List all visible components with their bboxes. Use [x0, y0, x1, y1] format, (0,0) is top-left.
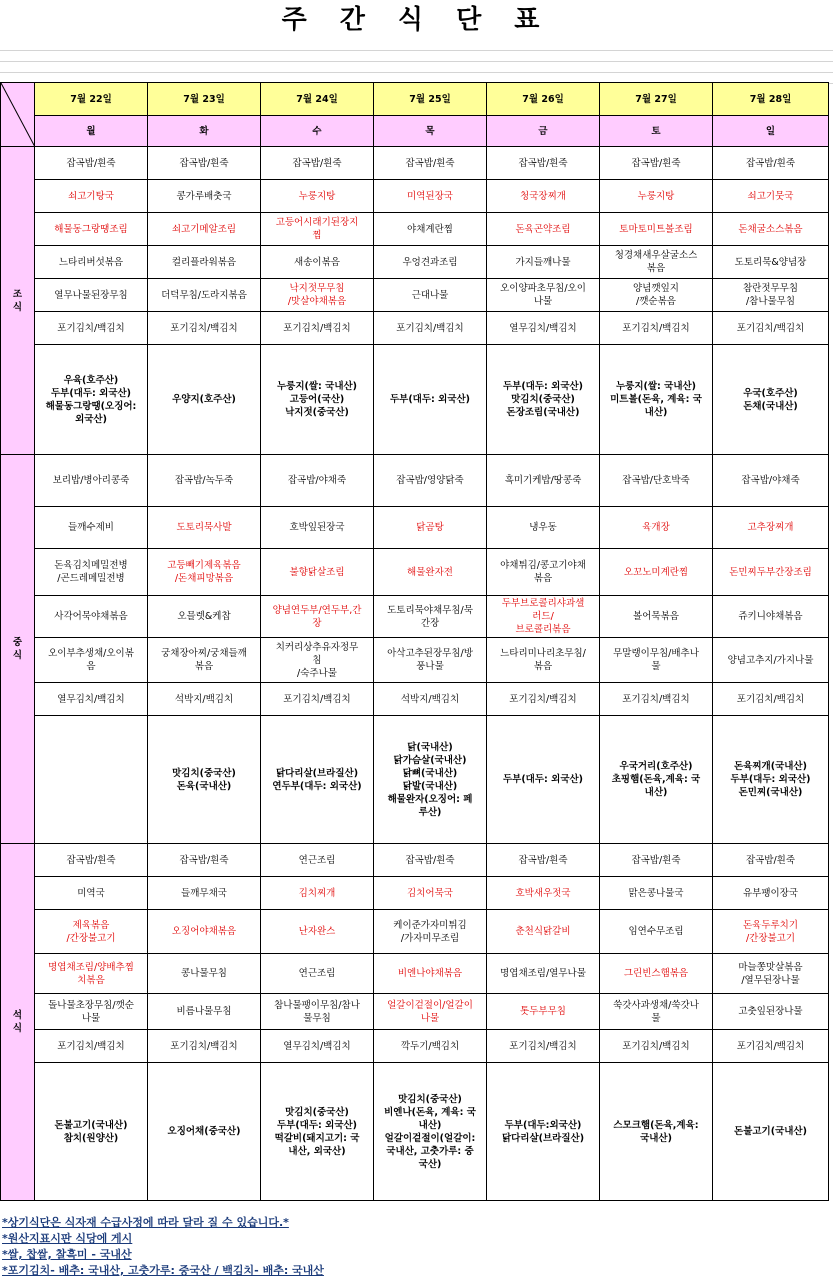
menu-item: 포기김치/백김치	[713, 683, 829, 716]
origin-cell: 닭(국내산) 닭가슴살(국내산) 닭뼈(국내산) 닭발(국내산) 해물완자(오징어: 페 루산)	[374, 716, 487, 844]
menu-item: 미역된장국	[374, 180, 487, 213]
menu-item: 아삭고추된장무침/방 풍나물	[374, 638, 487, 683]
date-header: 7월 25일	[374, 83, 487, 116]
menu-row	[1, 638, 829, 683]
menu-row	[1, 683, 829, 716]
origin-cell: 두부(대두: 외국산) 맛김치(중국산) 돈장조림(국내산)	[487, 345, 600, 455]
footer-note: *쌀, 찹쌀, 찰흑미 - 국내산	[2, 1248, 132, 1261]
menu-item: 잡곡밥/흰죽	[35, 147, 148, 180]
menu-item: 맑은콩나물국	[600, 877, 713, 910]
footer-note: *포기김치- 배추: 국내산, 고춧가루: 중국산 / 백김치- 배추: 국내산	[2, 1264, 324, 1277]
menu-item: 잡곡밥/흰죽	[148, 844, 261, 877]
menu-item: 열무김치/백김치	[487, 312, 600, 345]
origin-cell: 누룽지(쌀: 국내산) 미트볼(돈육, 계육: 국 내산)	[600, 345, 713, 455]
menu-item: 치커리상추유자정무 침 /숙주나물	[261, 638, 374, 683]
menu-row	[1, 147, 829, 180]
origin-cell: 두부(대두: 외국산)	[487, 716, 600, 844]
menu-item: 얼갈이겉절이/얼갈이 나물	[374, 994, 487, 1030]
menu-item: 포기김치/백김치	[35, 1030, 148, 1063]
menu-item: 잡곡밥/야채죽	[713, 455, 829, 507]
origin-cell: 우양지(호주산)	[148, 345, 261, 455]
menu-item: 잡곡밥/영양닭죽	[374, 455, 487, 507]
menu-item: 돈육두루치기 /간장불고기	[713, 910, 829, 954]
menu-item: 닭곰탕	[374, 507, 487, 549]
menu-row	[1, 994, 829, 1030]
menu-item: 우엉견과조림	[374, 246, 487, 279]
menu-item: 제육볶음 /간장불고기	[35, 910, 148, 954]
menu-item: 사각어묵야채볶음	[35, 596, 148, 638]
menu-item: 열무김치/백김치	[261, 1030, 374, 1063]
menu-item: 오징어야채볶음	[148, 910, 261, 954]
menu-row	[1, 213, 829, 246]
menu-row	[1, 1063, 829, 1201]
menu-item: 돈육김치메밀전병 /곤드레메밀전병	[35, 549, 148, 596]
menu-row	[1, 910, 829, 954]
menu-item: 흑미기케밥/땅콩죽	[487, 455, 600, 507]
meal-label: 중 식	[1, 455, 35, 844]
menu-item: 명엽채조림/양배추찜 치볶음	[35, 954, 148, 994]
menu-item: 포기김치/백김치	[487, 683, 600, 716]
menu-item: 잡곡밥/흰죽	[487, 147, 600, 180]
menu-item: 포기김치/백김치	[713, 1030, 829, 1063]
menu-item: 참란젓무무침 /참나물무침	[713, 279, 829, 312]
menu-item: 새송이볶음	[261, 246, 374, 279]
menu-item: 컬리플라워볶음	[148, 246, 261, 279]
menu-item: 잡곡밥/흰죽	[148, 147, 261, 180]
menu-item: 포기김치/백김치	[35, 312, 148, 345]
menu-item: 궁채장아찌/궁채들깨 볶음	[148, 638, 261, 683]
menu-item: 명엽채조림/열무나물	[487, 954, 600, 994]
menu-item: 쇠고기메알조림	[148, 213, 261, 246]
menu-item: 오이부추생채/오이볶 음	[35, 638, 148, 683]
menu-item: 더덕무침/도라지볶음	[148, 279, 261, 312]
day-header: 목	[374, 116, 487, 147]
footer-notes	[2, 1215, 830, 1279]
menu-item: 양념깻잎지 /깻순볶음	[600, 279, 713, 312]
origin-cell: 맛김치(중국산) 두부(대두: 외국산) 떡갈비(돼지고기: 국 내산, 외국산)	[261, 1063, 374, 1201]
menu-item: 누룽지탕	[261, 180, 374, 213]
date-header: 7월 24일	[261, 83, 374, 116]
menu-item: 오이양파초무침/오이 나물	[487, 279, 600, 312]
menu-item: 잡곡밥/흰죽	[600, 844, 713, 877]
origin-cell: 우국거리(호주산) 초핑햄(돈육,계육: 국 내산)	[600, 716, 713, 844]
menu-item: 석박지/백김치	[374, 683, 487, 716]
origin-cell: 닭다리살(브라질산) 연두부(대두: 외국산)	[261, 716, 374, 844]
menu-item: 야채계란찜	[374, 213, 487, 246]
menu-item: 청경채새우살굴소스 볶음	[600, 246, 713, 279]
meal-label: 석 식	[1, 844, 35, 1201]
origin-cell: 돈육찌개(국내산) 두부(대두: 외국산) 돈민찌(국내산)	[713, 716, 829, 844]
menu-row	[1, 345, 829, 455]
menu-item: 콩가루배춧국	[148, 180, 261, 213]
menu-row	[1, 877, 829, 910]
menu-item: 잡곡밥/흰죽	[374, 844, 487, 877]
menu-item: 임연수무조림	[600, 910, 713, 954]
menu-item: 무말랭이무침/배추나 물	[600, 638, 713, 683]
menu-item: 열무나물된장무침	[35, 279, 148, 312]
menu-item: 오믈렛&케찹	[148, 596, 261, 638]
origin-cell: 누룽지(쌀: 국내산) 고등어(국산) 낙지젓(중국산)	[261, 345, 374, 455]
menu-item: 비름나물무침	[148, 994, 261, 1030]
menu-item: 포기김치/백김치	[487, 1030, 600, 1063]
menu-item: 잡곡밥/야채죽	[261, 455, 374, 507]
menu-item: 쇠고기탕국	[35, 180, 148, 213]
menu-item: 춘천식닭갈비	[487, 910, 600, 954]
header-corner	[1, 83, 35, 147]
date-header: 7월 26일	[487, 83, 600, 116]
menu-item: 토마토미트볼조림	[600, 213, 713, 246]
menu-item: 호박새우젓국	[487, 877, 600, 910]
menu-item: 포기김치/백김치	[148, 1030, 261, 1063]
origin-cell: 오징어채(중국산)	[148, 1063, 261, 1201]
menu-item: 잡곡밥/녹두죽	[148, 455, 261, 507]
menu-item: 고등어시래기된장지 찜	[261, 213, 374, 246]
date-header: 7월 22일	[35, 83, 148, 116]
menu-item: 잡곡밥/흰죽	[35, 844, 148, 877]
footer-note: *원산지표시판 식당에 게시	[2, 1232, 133, 1245]
menu-item: 도토리묵야채무침/묵 간장	[374, 596, 487, 638]
menu-item: 잡곡밥/단호박죽	[600, 455, 713, 507]
menu-row	[1, 180, 829, 213]
origin-cell: 우국(호주산) 돈채(국내산)	[713, 345, 829, 455]
menu-item: 두부브로콜리샤과샐 러드/ 브로콜리볶음	[487, 596, 600, 638]
day-header: 월	[35, 116, 148, 147]
menu-item: 느타리버섯볶음	[35, 246, 148, 279]
menu-item: 도토리묵사발	[148, 507, 261, 549]
day-header: 화	[148, 116, 261, 147]
menu-item: 포기김치/백김치	[600, 312, 713, 345]
menu-item: 오꼬노미계란찜	[600, 549, 713, 596]
menu-item: 잡곡밥/흰죽	[374, 147, 487, 180]
menu-item: 들깨수제비	[35, 507, 148, 549]
menu-item: 연근조림	[261, 954, 374, 994]
date-header: 7월 28일	[713, 83, 829, 116]
menu-item: 보리밥/병아리콩죽	[35, 455, 148, 507]
menu-item: 호박잎된장국	[261, 507, 374, 549]
menu-item: 해물완자전	[374, 549, 487, 596]
menu-item: 돈육곤약조림	[487, 213, 600, 246]
menu-item: 양념연두부/연두부,간 장	[261, 596, 374, 638]
menu-row	[1, 246, 829, 279]
menu-item: 포기김치/백김치	[713, 312, 829, 345]
menu-item: 포기김치/백김치	[600, 683, 713, 716]
menu-item: 콩나물무침	[148, 954, 261, 994]
menu-row	[1, 507, 829, 549]
menu-item: 육개장	[600, 507, 713, 549]
menu-item: 청국장찌개	[487, 180, 600, 213]
menu-row	[1, 716, 829, 844]
menu-item: 야채튀김/콩고기야채 볶음	[487, 549, 600, 596]
weekly-menu-table	[0, 82, 829, 1201]
origin-cell: 맛김치(중국산) 돈육(국내산)	[148, 716, 261, 844]
menu-item: 참나물팽이무침/참나 물무침	[261, 994, 374, 1030]
origin-cell: 스모크햄(돈육,계육: 국내산)	[600, 1063, 713, 1201]
menu-item: 불향닭살조림	[261, 549, 374, 596]
menu-item: 고춧잎된장나물	[713, 994, 829, 1030]
menu-item: 해물동그랑땡조림	[35, 213, 148, 246]
menu-item: 볼어묵볶음	[600, 596, 713, 638]
menu-item: 김치찌개	[261, 877, 374, 910]
menu-row	[1, 596, 829, 638]
menu-item: 포기김치/백김치	[148, 312, 261, 345]
menu-item: 잡곡밥/흰죽	[261, 147, 374, 180]
menu-item: 돌나물초장무침/깻순 나물	[35, 994, 148, 1030]
menu-item: 비엔나야채볶음	[374, 954, 487, 994]
menu-item: 난자완스	[261, 910, 374, 954]
menu-item: 가지들깨나물	[487, 246, 600, 279]
origin-cell: 돈불고기(국내산) 참치(원양산)	[35, 1063, 148, 1201]
date-header: 7월 23일	[148, 83, 261, 116]
origin-cell: 우육(호주산) 두부(대두: 외국산) 해물동그랑땡(오징어: 외국산)	[35, 345, 148, 455]
menu-item: 포기김치/백김치	[261, 683, 374, 716]
footer-note: *상기식단은 식자재 수급사정에 따라 달라 질 수 있습니다.*	[2, 1216, 289, 1229]
menu-item: 톳두부무침	[487, 994, 600, 1030]
menu-row	[1, 279, 829, 312]
origin-cell: 두부(대두:외국산) 닭다리살(브라질산)	[487, 1063, 600, 1201]
menu-item: 깍두기/백김치	[374, 1030, 487, 1063]
menu-item: 포기김치/백김치	[600, 1030, 713, 1063]
menu-row	[1, 954, 829, 994]
menu-row	[1, 455, 829, 507]
menu-item: 양념고추지/가지나물	[713, 638, 829, 683]
menu-item: 마늘쫑맛살볶음 /열무된장나물	[713, 954, 829, 994]
day-header: 수	[261, 116, 374, 147]
origin-cell: 맛김치(중국산) 비엔나(돈육, 계육: 국 내산) 얼갈이겉절이(얼갈이: 국내산, 고춧가루: 중 국산)	[374, 1063, 487, 1201]
day-header: 금	[487, 116, 600, 147]
menu-item: 근대나물	[374, 279, 487, 312]
menu-item: 케이준가자미튀김 /가자미무조림	[374, 910, 487, 954]
menu-item: 고등빼기제육볶음 /돈채피망볶음	[148, 549, 261, 596]
day-header: 토	[600, 116, 713, 147]
menu-row	[1, 312, 829, 345]
menu-item: 돈채굴소스볶음	[713, 213, 829, 246]
menu-item: 도토리묵&양념장	[713, 246, 829, 279]
menu-item: 냉우동	[487, 507, 600, 549]
menu-item: 포기김치/백김치	[374, 312, 487, 345]
menu-item: 미역국	[35, 877, 148, 910]
menu-row	[1, 844, 829, 877]
spreadsheet-grid	[0, 40, 833, 82]
menu-item: 포기김치/백김치	[261, 312, 374, 345]
menu-item: 연근조림	[261, 844, 374, 877]
menu-item: 잡곡밥/흰죽	[713, 844, 829, 877]
date-header: 7월 27일	[600, 83, 713, 116]
menu-item: 열무김치/백김치	[35, 683, 148, 716]
origin-cell: 두부(대두: 외국산)	[374, 345, 487, 455]
menu-item: 들깨무채국	[148, 877, 261, 910]
origin-cell	[35, 716, 148, 844]
menu-item: 그린빈스햄볶음	[600, 954, 713, 994]
menu-item: 쑥갓사과생채/쑥갓나 물	[600, 994, 713, 1030]
menu-item: 돈민찌두부간장조림	[713, 549, 829, 596]
menu-item: 석박지/백김치	[148, 683, 261, 716]
meal-label: 조 식	[1, 147, 35, 455]
day-header: 일	[713, 116, 829, 147]
menu-item: 김치어묵국	[374, 877, 487, 910]
menu-item: 잡곡밥/흰죽	[713, 147, 829, 180]
menu-item: 느타리미나리초무침/ 볶음	[487, 638, 600, 683]
menu-item: 낙지젓무무침 /맛살야채볶음	[261, 279, 374, 312]
menu-item: 유부팽이장국	[713, 877, 829, 910]
origin-cell: 돈불고기(국내산)	[713, 1063, 829, 1201]
menu-item: 쇠고기뭇국	[713, 180, 829, 213]
menu-item: 누룽지탕	[600, 180, 713, 213]
menu-row	[1, 1030, 829, 1063]
menu-item: 잡곡밥/흰죽	[600, 147, 713, 180]
menu-item: 쥬키니야채볶음	[713, 596, 829, 638]
menu-item: 잡곡밥/흰죽	[487, 844, 600, 877]
page-title: 주 간 식 단 표	[281, 5, 552, 35]
menu-row	[1, 549, 829, 596]
menu-item: 고추장찌개	[713, 507, 829, 549]
